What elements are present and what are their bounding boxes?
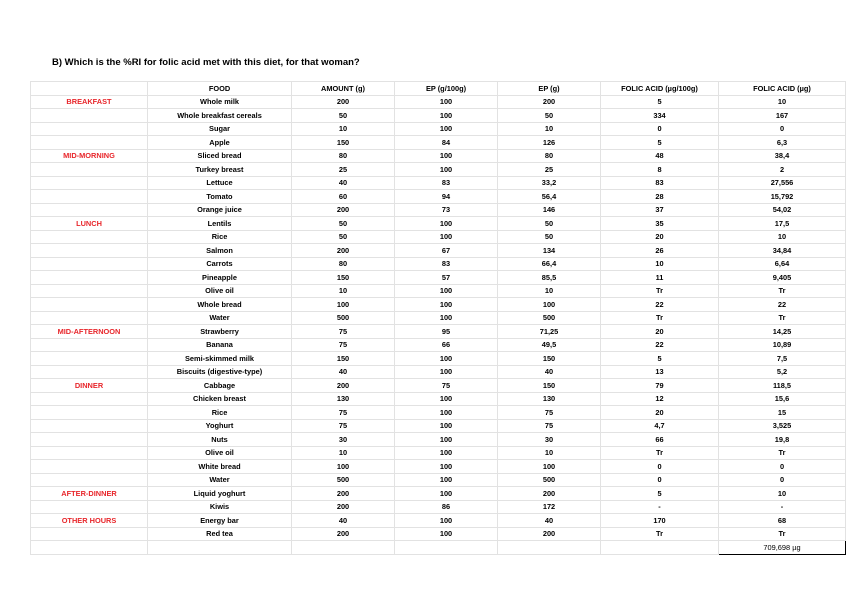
empty-cell bbox=[292, 541, 395, 555]
ep-g-cell: 75 bbox=[498, 419, 601, 433]
folic-acid-ug-cell: 10 bbox=[719, 230, 846, 244]
ep-per-100g-cell: 100 bbox=[395, 406, 498, 420]
ep-g-cell: 150 bbox=[498, 379, 601, 393]
column-header-ep-g: EP (g) bbox=[498, 82, 601, 96]
table-row bbox=[31, 176, 846, 190]
folic-acid-ug-cell: 0 bbox=[719, 460, 846, 474]
ep-per-100g-cell: 100 bbox=[395, 95, 498, 109]
food-name-cell: Kiwis bbox=[148, 500, 292, 514]
meal-label-cell bbox=[31, 338, 148, 352]
amount-g-cell: 200 bbox=[292, 487, 395, 501]
folic-acid-per-100g-cell: 35 bbox=[601, 217, 719, 231]
folic-acid-per-100g-cell: 48 bbox=[601, 149, 719, 163]
meal-label-cell: OTHER HOURS bbox=[31, 514, 148, 528]
diet-table-body bbox=[31, 82, 846, 555]
folic-acid-ug-cell: 10 bbox=[719, 95, 846, 109]
ep-g-cell: 10 bbox=[498, 122, 601, 136]
meal-label-cell bbox=[31, 527, 148, 541]
folic-acid-per-100g-cell: 5 bbox=[601, 136, 719, 150]
amount-g-cell: 100 bbox=[292, 460, 395, 474]
meal-label-cell: DINNER bbox=[31, 379, 148, 393]
table-row bbox=[31, 203, 846, 217]
meal-label-cell bbox=[31, 365, 148, 379]
food-name-cell: Red tea bbox=[148, 527, 292, 541]
food-name-cell: Sugar bbox=[148, 122, 292, 136]
food-name-cell: Sliced bread bbox=[148, 149, 292, 163]
folic-acid-ug-cell: 3,525 bbox=[719, 419, 846, 433]
table-row bbox=[31, 190, 846, 204]
ep-g-cell: 200 bbox=[498, 487, 601, 501]
ep-per-100g-cell: 84 bbox=[395, 136, 498, 150]
meal-label-cell: LUNCH bbox=[31, 217, 148, 231]
meal-label-cell bbox=[31, 122, 148, 136]
amount-g-cell: 130 bbox=[292, 392, 395, 406]
ep-g-cell: 40 bbox=[498, 514, 601, 528]
amount-g-cell: 75 bbox=[292, 338, 395, 352]
meal-label-cell bbox=[31, 136, 148, 150]
table-row bbox=[31, 433, 846, 447]
folic-acid-per-100g-cell: 0 bbox=[601, 460, 719, 474]
table-row bbox=[31, 473, 846, 487]
food-name-cell: Whole breakfast cereals bbox=[148, 109, 292, 123]
amount-g-cell: 200 bbox=[292, 203, 395, 217]
ep-per-100g-cell: 73 bbox=[395, 203, 498, 217]
meal-label-cell: MID-MORNING bbox=[31, 149, 148, 163]
table-row bbox=[31, 325, 846, 339]
folic-acid-ug-cell: Tr bbox=[719, 284, 846, 298]
table-header-row bbox=[31, 82, 846, 96]
folic-acid-per-100g-cell: Tr bbox=[601, 311, 719, 325]
table-row bbox=[31, 284, 846, 298]
ep-g-cell: 50 bbox=[498, 230, 601, 244]
meal-label-cell bbox=[31, 298, 148, 312]
folic-acid-per-100g-cell: 334 bbox=[601, 109, 719, 123]
folic-acid-ug-cell: 15 bbox=[719, 406, 846, 420]
ep-per-100g-cell: 100 bbox=[395, 122, 498, 136]
folic-acid-ug-cell: 2 bbox=[719, 163, 846, 177]
amount-g-cell: 150 bbox=[292, 352, 395, 366]
ep-g-cell: 49,5 bbox=[498, 338, 601, 352]
food-name-cell: Biscuits (digestive-type) bbox=[148, 365, 292, 379]
ep-per-100g-cell: 57 bbox=[395, 271, 498, 285]
ep-g-cell: 40 bbox=[498, 365, 601, 379]
amount-g-cell: 10 bbox=[292, 122, 395, 136]
folic-acid-ug-cell: 6,3 bbox=[719, 136, 846, 150]
amount-g-cell: 10 bbox=[292, 284, 395, 298]
ep-g-cell: 71,25 bbox=[498, 325, 601, 339]
food-name-cell: Whole bread bbox=[148, 298, 292, 312]
amount-g-cell: 75 bbox=[292, 419, 395, 433]
ep-per-100g-cell: 100 bbox=[395, 419, 498, 433]
amount-g-cell: 50 bbox=[292, 217, 395, 231]
table-row bbox=[31, 271, 846, 285]
ep-g-cell: 172 bbox=[498, 500, 601, 514]
empty-cell bbox=[148, 541, 292, 555]
folic-acid-per-100g-cell: 79 bbox=[601, 379, 719, 393]
ep-per-100g-cell: 100 bbox=[395, 217, 498, 231]
ep-g-cell: 25 bbox=[498, 163, 601, 177]
table-row bbox=[31, 352, 846, 366]
ep-per-100g-cell: 100 bbox=[395, 163, 498, 177]
ep-per-100g-cell: 100 bbox=[395, 473, 498, 487]
amount-g-cell: 30 bbox=[292, 433, 395, 447]
food-name-cell: Olive oil bbox=[148, 284, 292, 298]
ep-g-cell: 75 bbox=[498, 406, 601, 420]
folic-acid-ug-cell: 7,5 bbox=[719, 352, 846, 366]
food-name-cell: Yoghurt bbox=[148, 419, 292, 433]
food-name-cell: Banana bbox=[148, 338, 292, 352]
table-row bbox=[31, 338, 846, 352]
folic-acid-per-100g-cell: 22 bbox=[601, 338, 719, 352]
meal-label-cell bbox=[31, 392, 148, 406]
meal-label-cell bbox=[31, 500, 148, 514]
food-name-cell: Water bbox=[148, 311, 292, 325]
table-row bbox=[31, 446, 846, 460]
table-row bbox=[31, 527, 846, 541]
folic-acid-ug-cell: 15,792 bbox=[719, 190, 846, 204]
folic-acid-ug-cell: 19,8 bbox=[719, 433, 846, 447]
amount-g-cell: 40 bbox=[292, 365, 395, 379]
folic-acid-ug-cell: Tr bbox=[719, 311, 846, 325]
column-header-meal-label bbox=[31, 82, 148, 96]
ep-per-100g-cell: 100 bbox=[395, 284, 498, 298]
food-name-cell: Lentils bbox=[148, 217, 292, 231]
food-name-cell: Rice bbox=[148, 230, 292, 244]
folic-acid-ug-cell: 5,2 bbox=[719, 365, 846, 379]
ep-per-100g-cell: 100 bbox=[395, 298, 498, 312]
ep-per-100g-cell: 67 bbox=[395, 244, 498, 258]
table-row bbox=[31, 487, 846, 501]
total-folic-acid: 709,698 µg bbox=[719, 541, 846, 555]
table-row bbox=[31, 460, 846, 474]
folic-acid-per-100g-cell: 10 bbox=[601, 257, 719, 271]
empty-cell bbox=[395, 541, 498, 555]
ep-g-cell: 100 bbox=[498, 298, 601, 312]
amount-g-cell: 200 bbox=[292, 500, 395, 514]
folic-acid-per-100g-cell: Tr bbox=[601, 284, 719, 298]
folic-acid-ug-cell: 34,84 bbox=[719, 244, 846, 258]
column-header-ep-per-100g: EP (g/100g) bbox=[395, 82, 498, 96]
ep-g-cell: 100 bbox=[498, 460, 601, 474]
ep-g-cell: 134 bbox=[498, 244, 601, 258]
ep-g-cell: 33,2 bbox=[498, 176, 601, 190]
folic-acid-ug-cell: 22 bbox=[719, 298, 846, 312]
folic-acid-per-100g-cell: 20 bbox=[601, 406, 719, 420]
column-header-folic-acid-per-100g: FOLIC ACID (µg/100g) bbox=[601, 82, 719, 96]
ep-per-100g-cell: 75 bbox=[395, 379, 498, 393]
ep-g-cell: 56,4 bbox=[498, 190, 601, 204]
meal-label-cell bbox=[31, 176, 148, 190]
folic-acid-per-100g-cell: 83 bbox=[601, 176, 719, 190]
question-heading: B) Which is the %RI for folic acid met with this diet, for that woman? bbox=[52, 57, 360, 68]
food-name-cell: Chicken breast bbox=[148, 392, 292, 406]
amount-g-cell: 75 bbox=[292, 325, 395, 339]
folic-acid-per-100g-cell: - bbox=[601, 500, 719, 514]
table-row bbox=[31, 365, 846, 379]
table-row bbox=[31, 311, 846, 325]
folic-acid-per-100g-cell: 5 bbox=[601, 95, 719, 109]
folic-acid-per-100g-cell: 5 bbox=[601, 352, 719, 366]
folic-acid-ug-cell: Tr bbox=[719, 527, 846, 541]
ep-g-cell: 66,4 bbox=[498, 257, 601, 271]
folic-acid-per-100g-cell: 20 bbox=[601, 230, 719, 244]
folic-acid-ug-cell: 6,64 bbox=[719, 257, 846, 271]
table-row bbox=[31, 379, 846, 393]
empty-cell bbox=[31, 541, 148, 555]
ep-per-100g-cell: 94 bbox=[395, 190, 498, 204]
folic-acid-per-100g-cell: 28 bbox=[601, 190, 719, 204]
food-name-cell: Pineapple bbox=[148, 271, 292, 285]
table-row bbox=[31, 392, 846, 406]
food-name-cell: Lettuce bbox=[148, 176, 292, 190]
table-row bbox=[31, 406, 846, 420]
empty-cell bbox=[601, 541, 719, 555]
column-header-food-name: FOOD bbox=[148, 82, 292, 96]
food-name-cell: Olive oil bbox=[148, 446, 292, 460]
folic-acid-ug-cell: 54,02 bbox=[719, 203, 846, 217]
amount-g-cell: 80 bbox=[292, 149, 395, 163]
empty-cell bbox=[498, 541, 601, 555]
amount-g-cell: 500 bbox=[292, 311, 395, 325]
folic-acid-ug-cell: 10,89 bbox=[719, 338, 846, 352]
meal-label-cell bbox=[31, 284, 148, 298]
ep-per-100g-cell: 100 bbox=[395, 149, 498, 163]
folic-acid-ug-cell: 10 bbox=[719, 487, 846, 501]
folic-acid-per-100g-cell: 20 bbox=[601, 325, 719, 339]
folic-acid-ug-cell: 38,4 bbox=[719, 149, 846, 163]
table-row bbox=[31, 109, 846, 123]
meal-label-cell bbox=[31, 163, 148, 177]
folic-acid-per-100g-cell: 5 bbox=[601, 487, 719, 501]
ep-g-cell: 500 bbox=[498, 473, 601, 487]
ep-per-100g-cell: 100 bbox=[395, 446, 498, 460]
meal-label-cell bbox=[31, 473, 148, 487]
table-row bbox=[31, 514, 846, 528]
food-name-cell: Whole milk bbox=[148, 95, 292, 109]
folic-acid-per-100g-cell: 170 bbox=[601, 514, 719, 528]
ep-per-100g-cell: 83 bbox=[395, 176, 498, 190]
food-name-cell: Energy bar bbox=[148, 514, 292, 528]
meal-label-cell bbox=[31, 419, 148, 433]
folic-acid-ug-cell: 68 bbox=[719, 514, 846, 528]
ep-g-cell: 130 bbox=[498, 392, 601, 406]
table-row bbox=[31, 95, 846, 109]
folic-acid-ug-cell: 14,25 bbox=[719, 325, 846, 339]
food-name-cell: Strawberry bbox=[148, 325, 292, 339]
total-row bbox=[31, 541, 846, 555]
folic-acid-ug-cell: 0 bbox=[719, 122, 846, 136]
amount-g-cell: 150 bbox=[292, 271, 395, 285]
ep-g-cell: 10 bbox=[498, 446, 601, 460]
food-name-cell: Apple bbox=[148, 136, 292, 150]
ep-per-100g-cell: 83 bbox=[395, 257, 498, 271]
folic-acid-per-100g-cell: 0 bbox=[601, 473, 719, 487]
table-row bbox=[31, 230, 846, 244]
amount-g-cell: 80 bbox=[292, 257, 395, 271]
amount-g-cell: 100 bbox=[292, 298, 395, 312]
amount-g-cell: 500 bbox=[292, 473, 395, 487]
meal-label-cell: BREAKFAST bbox=[31, 95, 148, 109]
food-name-cell: Nuts bbox=[148, 433, 292, 447]
folic-acid-per-100g-cell: 13 bbox=[601, 365, 719, 379]
food-name-cell: Semi-skimmed milk bbox=[148, 352, 292, 366]
folic-acid-per-100g-cell: 22 bbox=[601, 298, 719, 312]
food-name-cell: Turkey breast bbox=[148, 163, 292, 177]
meal-label-cell bbox=[31, 352, 148, 366]
amount-g-cell: 50 bbox=[292, 109, 395, 123]
column-header-folic-acid-ug: FOLIC ACID (µg) bbox=[719, 82, 846, 96]
ep-per-100g-cell: 100 bbox=[395, 109, 498, 123]
meal-label-cell bbox=[31, 257, 148, 271]
folic-acid-ug-cell: Tr bbox=[719, 446, 846, 460]
table-row bbox=[31, 136, 846, 150]
food-name-cell: Water bbox=[148, 473, 292, 487]
folic-acid-ug-cell: 118,5 bbox=[719, 379, 846, 393]
folic-acid-ug-cell: 9,405 bbox=[719, 271, 846, 285]
food-name-cell: Tomato bbox=[148, 190, 292, 204]
table-row bbox=[31, 122, 846, 136]
table-row bbox=[31, 149, 846, 163]
diet-table bbox=[30, 81, 846, 555]
ep-per-100g-cell: 100 bbox=[395, 514, 498, 528]
meal-label-cell bbox=[31, 406, 148, 420]
table-row bbox=[31, 217, 846, 231]
amount-g-cell: 200 bbox=[292, 527, 395, 541]
amount-g-cell: 200 bbox=[292, 379, 395, 393]
meal-label-cell bbox=[31, 109, 148, 123]
ep-per-100g-cell: 66 bbox=[395, 338, 498, 352]
meal-label-cell bbox=[31, 244, 148, 258]
folic-acid-per-100g-cell: 11 bbox=[601, 271, 719, 285]
amount-g-cell: 40 bbox=[292, 176, 395, 190]
folic-acid-per-100g-cell: 0 bbox=[601, 122, 719, 136]
ep-g-cell: 50 bbox=[498, 217, 601, 231]
ep-per-100g-cell: 100 bbox=[395, 487, 498, 501]
ep-g-cell: 126 bbox=[498, 136, 601, 150]
ep-per-100g-cell: 100 bbox=[395, 527, 498, 541]
ep-per-100g-cell: 100 bbox=[395, 365, 498, 379]
ep-g-cell: 200 bbox=[498, 95, 601, 109]
folic-acid-per-100g-cell: 37 bbox=[601, 203, 719, 217]
table-row bbox=[31, 257, 846, 271]
meal-label-cell bbox=[31, 203, 148, 217]
ep-g-cell: 30 bbox=[498, 433, 601, 447]
ep-per-100g-cell: 86 bbox=[395, 500, 498, 514]
ep-per-100g-cell: 100 bbox=[395, 352, 498, 366]
meal-label-cell bbox=[31, 446, 148, 460]
ep-per-100g-cell: 100 bbox=[395, 311, 498, 325]
ep-per-100g-cell: 100 bbox=[395, 433, 498, 447]
ep-per-100g-cell: 95 bbox=[395, 325, 498, 339]
folic-acid-per-100g-cell: Tr bbox=[601, 446, 719, 460]
meal-label-cell bbox=[31, 311, 148, 325]
meal-label-cell bbox=[31, 271, 148, 285]
folic-acid-ug-cell: 0 bbox=[719, 473, 846, 487]
ep-g-cell: 80 bbox=[498, 149, 601, 163]
ep-g-cell: 10 bbox=[498, 284, 601, 298]
table-row bbox=[31, 500, 846, 514]
folic-acid-ug-cell: 15,6 bbox=[719, 392, 846, 406]
folic-acid-per-100g-cell: 66 bbox=[601, 433, 719, 447]
folic-acid-per-100g-cell: 8 bbox=[601, 163, 719, 177]
folic-acid-ug-cell: 17,5 bbox=[719, 217, 846, 231]
folic-acid-per-100g-cell: 12 bbox=[601, 392, 719, 406]
amount-g-cell: 200 bbox=[292, 244, 395, 258]
food-name-cell: Liquid yoghurt bbox=[148, 487, 292, 501]
meal-label-cell: AFTER-DINNER bbox=[31, 487, 148, 501]
meal-label-cell bbox=[31, 433, 148, 447]
ep-g-cell: 85,5 bbox=[498, 271, 601, 285]
food-name-cell: Orange juice bbox=[148, 203, 292, 217]
ep-g-cell: 500 bbox=[498, 311, 601, 325]
table-row bbox=[31, 163, 846, 177]
folic-acid-ug-cell: 27,556 bbox=[719, 176, 846, 190]
meal-label-cell: MID-AFTERNOON bbox=[31, 325, 148, 339]
table-row bbox=[31, 244, 846, 258]
ep-g-cell: 50 bbox=[498, 109, 601, 123]
folic-acid-per-100g-cell: 26 bbox=[601, 244, 719, 258]
table-row bbox=[31, 298, 846, 312]
amount-g-cell: 50 bbox=[292, 230, 395, 244]
amount-g-cell: 40 bbox=[292, 514, 395, 528]
food-name-cell: Rice bbox=[148, 406, 292, 420]
table-row bbox=[31, 419, 846, 433]
food-name-cell: White bread bbox=[148, 460, 292, 474]
amount-g-cell: 150 bbox=[292, 136, 395, 150]
amount-g-cell: 200 bbox=[292, 95, 395, 109]
amount-g-cell: 25 bbox=[292, 163, 395, 177]
meal-label-cell bbox=[31, 460, 148, 474]
ep-g-cell: 150 bbox=[498, 352, 601, 366]
folic-acid-per-100g-cell: Tr bbox=[601, 527, 719, 541]
meal-label-cell bbox=[31, 190, 148, 204]
ep-per-100g-cell: 100 bbox=[395, 392, 498, 406]
food-name-cell: Cabbage bbox=[148, 379, 292, 393]
folic-acid-ug-cell: - bbox=[719, 500, 846, 514]
amount-g-cell: 75 bbox=[292, 406, 395, 420]
amount-g-cell: 10 bbox=[292, 446, 395, 460]
food-name-cell: Salmon bbox=[148, 244, 292, 258]
amount-g-cell: 60 bbox=[292, 190, 395, 204]
ep-g-cell: 146 bbox=[498, 203, 601, 217]
ep-g-cell: 200 bbox=[498, 527, 601, 541]
food-name-cell: Carrots bbox=[148, 257, 292, 271]
folic-acid-ug-cell: 167 bbox=[719, 109, 846, 123]
meal-label-cell bbox=[31, 230, 148, 244]
folic-acid-per-100g-cell: 4,7 bbox=[601, 419, 719, 433]
ep-per-100g-cell: 100 bbox=[395, 460, 498, 474]
column-header-amount-g: AMOUNT (g) bbox=[292, 82, 395, 96]
ep-per-100g-cell: 100 bbox=[395, 230, 498, 244]
